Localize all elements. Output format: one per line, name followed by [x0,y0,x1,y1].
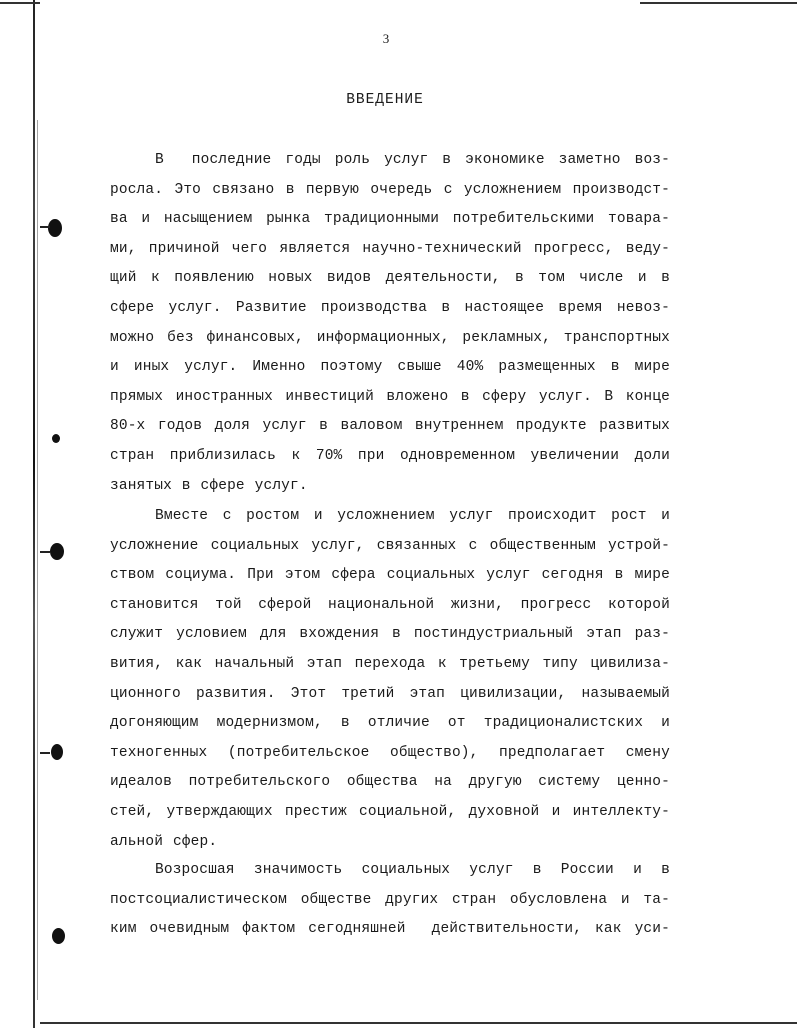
text-line: техногенных (потребительское общество), предполагает смену [110,744,670,761]
page-number: 3 [382,31,390,46]
text-line: сфере услуг. Развитие производства в настоящее время невоз- [110,299,670,316]
page-title: ВВЕДЕНИЕ [346,92,424,108]
text-line: идеалов потребительского общества на другую систему ценно- [110,774,670,791]
scan-bottom-line [40,1022,797,1024]
scan-tick [40,551,50,553]
text-line: росла. Это связано в первую очередь с усложнением производст- [110,181,670,198]
text-line: альной сфер. [110,833,218,850]
text-line: вития, как начальный этап перехода к третьему типу цивилиза- [110,655,670,672]
text-line: усложнение социальных услуг, связанных с общественным устрой- [110,537,670,554]
text-line: Возросшая значимость социальных услуг в России и в [155,862,670,878]
scan-tick [40,226,50,228]
text-line: ким очевидным фактом сегодняшней действительности, как уси- [110,921,670,938]
text-line: становится той сферой национальной жизни, прогресс которой [110,596,670,613]
text-line: постсоциалистическом обществе других стран обусловлена и та- [110,891,670,908]
text-line: догоняющим модернизмом, в отличие от традиционалистских и [110,715,670,732]
text-line: ством социума. При этом сфера социальных услуг сегодня в мире [110,567,670,584]
text-line: стран приблизилась к 70% при одновременном увеличении доли [110,447,670,464]
text-line: стей, утверждающих престиж социальной, духовной и интеллекту- [110,803,670,820]
text-line: прямых иностранных инвестиций вложено в сферу услуг. В конце [110,388,670,405]
scan-tick [40,752,50,754]
scan-left-edge [33,0,35,1028]
paragraph-1 [110,146,670,501]
text-line: 80-х годов доля услуг в валовом внутреннем продукте развитых [110,418,670,435]
paragraph-3 [110,856,670,945]
text-line: служит условием для вхождения в постиндустриальный этап раз- [110,626,670,643]
hole-punch-blot [48,219,62,237]
hole-punch-blot [50,543,64,560]
hole-punch-blot [52,928,65,944]
scan-top-line [640,2,797,4]
text-line: В последние годы роль услуг в экономике заметно воз- [155,152,670,168]
text-line: ционного развития. Этот третий этап цивилизации, называемый [110,685,670,702]
text-line: ва и насыщением рынка традиционными потребительскими товара- [110,211,670,228]
paragraph-2 [110,502,670,857]
text-line: можно без финансовых, информационных, рекламных, транспортных [110,329,670,346]
hole-punch-blot [51,744,63,760]
text-line: и иных услуг. Именно поэтому свыше 40% размещенных в мире [110,359,670,376]
scan-top-line [0,2,40,4]
text-line: занятых в сфере услуг. [110,477,308,494]
text-line: ми, причиной чего является научно-технический прогресс, веду- [110,240,670,257]
scan-left-edge-shadow [37,120,38,1000]
text-line: щий к появлению новых видов деятельности, в том числе и в [110,270,670,287]
text-line: Вместе с ростом и усложнением услуг происходит рост и [155,508,670,524]
hole-punch-blot [52,434,60,443]
